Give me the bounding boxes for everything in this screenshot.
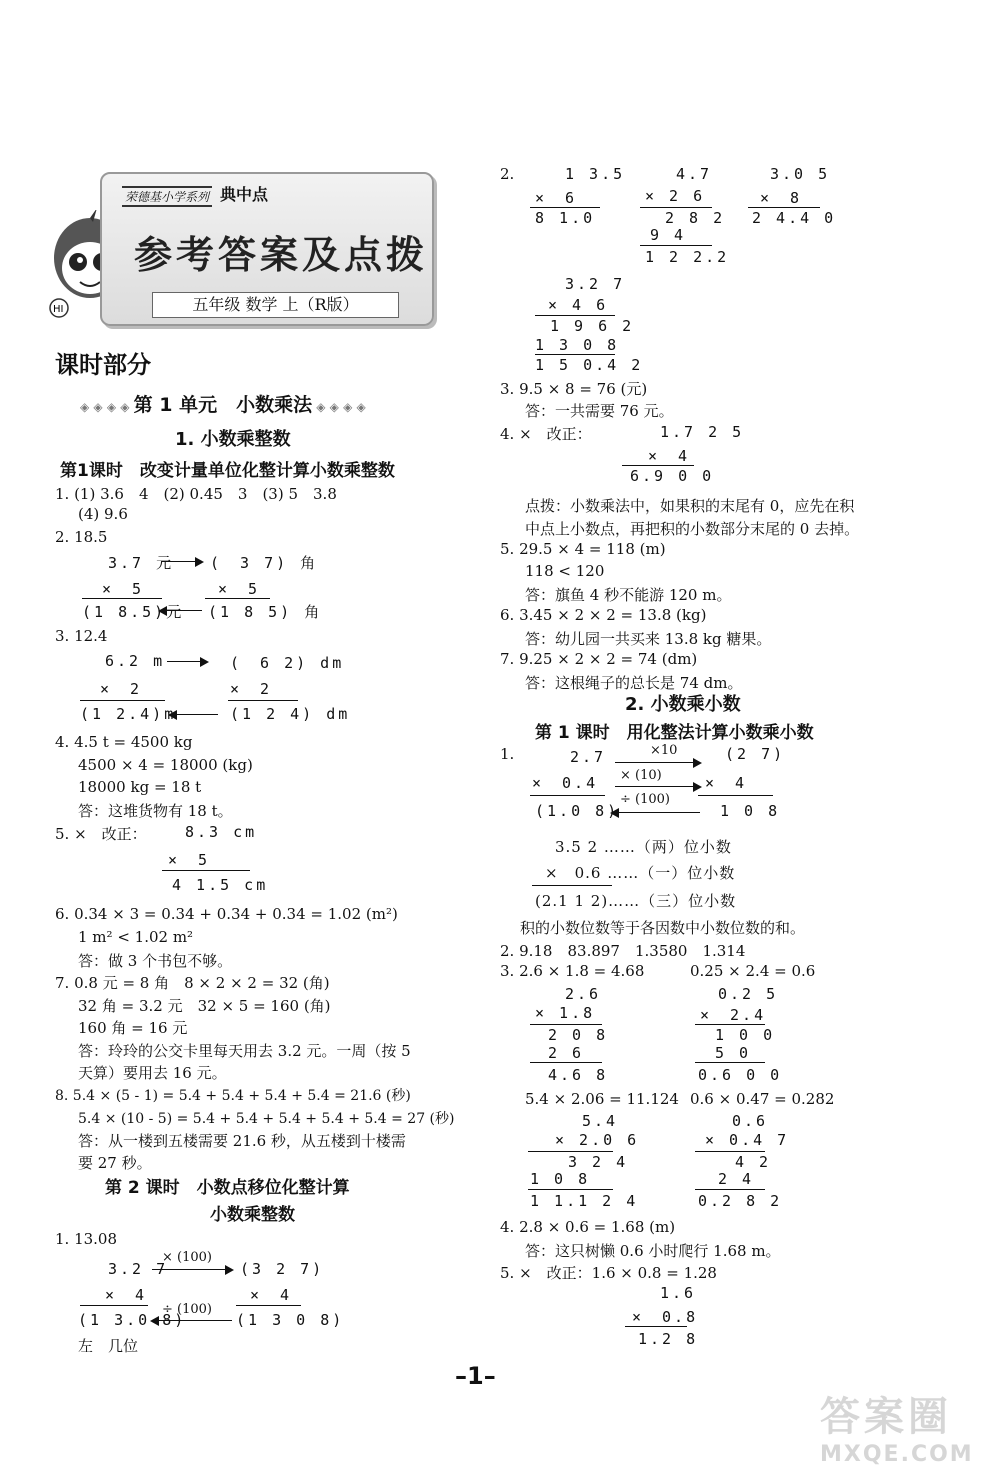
calc-cell: (1 8.5)元 — [82, 603, 185, 621]
calc-cell: × 2 — [100, 680, 143, 698]
left-arrow — [170, 714, 218, 715]
svg-text:HI: HI — [53, 304, 64, 315]
calc-cell: (1 8 5) 角 — [208, 603, 323, 621]
left-arrow — [152, 1320, 232, 1321]
calc-cell: 2 4 — [718, 1170, 755, 1188]
calc-cell: × 5 — [218, 580, 261, 598]
answer-line: 3.5 2 ……（两）位小数 — [555, 838, 732, 856]
calc-cell: 5.4 — [582, 1112, 619, 1130]
right-arrow — [615, 762, 700, 763]
banner-subtitle: 五年级 数学 上（R版） — [152, 292, 399, 318]
right-arrow — [167, 661, 207, 662]
calc-cell: (1 3 0 8) — [236, 1311, 345, 1329]
answer-line: 答：一共需要 76 元。 — [525, 402, 674, 420]
site-watermark — [820, 1385, 974, 1467]
calc-cell: 6.9 0 0 — [630, 467, 715, 485]
calc-cell: × 0.8 — [632, 1308, 699, 1326]
calc-rule — [162, 870, 250, 871]
answer-line: 118 < 120 — [525, 562, 605, 580]
lesson-title: 第1课时 改变计量单位化整计算小数乘整数 — [60, 461, 395, 481]
calc-cell: 1 5 0.4 2 — [535, 356, 644, 374]
answer-line: 7. 9.25 × 2 × 2 = 74 (dm) — [500, 650, 698, 668]
calc-cell: × 0.4 7 — [705, 1131, 790, 1149]
answer-line: 3. 9.5 × 8 = 76 (元) — [500, 380, 648, 398]
calc-cell: 6.2 m — [105, 652, 166, 670]
calc-cell: (1 3.0 8) — [78, 1311, 187, 1329]
calc-cell: 5 0 — [715, 1044, 752, 1062]
left-arrow — [160, 610, 202, 611]
calc-cell: 4 2 — [735, 1153, 772, 1171]
answer-line: 5. × 改正：1.6 × 0.8 = 1.28 — [500, 1264, 717, 1282]
calc-cell: 1 0 0 — [715, 1026, 776, 1044]
answer-line: (4) 9.6 — [78, 505, 128, 523]
calc-cell: 1 3 0 8 — [535, 336, 620, 354]
answer-line: 0.6 × 0.47 = 0.282 — [690, 1090, 835, 1108]
answer-line: 5.4 × 2.06 = 11.124 — [525, 1090, 679, 1108]
calc-cell: 2 8 2 — [665, 209, 726, 227]
answer-line: 2. — [500, 165, 515, 183]
calc-cell: 4.6 8 — [548, 1066, 609, 1084]
lesson-title: 第 1 课时 用化整法计算小数乘小数 — [535, 723, 814, 743]
calc-cell: 2 0 8 — [548, 1026, 609, 1044]
answer-line: 答：玲玲的公交卡里每天用去 3.2 元。一周（按 5 — [78, 1042, 411, 1060]
calc-rule — [535, 354, 615, 355]
answer-line: 要 27 秒。 — [78, 1154, 152, 1172]
calc-cell: 0.6 0 0 — [698, 1066, 783, 1084]
calc-cell: × 6 — [535, 189, 578, 207]
calc-rule — [530, 1062, 602, 1063]
section-title: 课时部分 — [55, 351, 151, 379]
calc-cell: 3.7 元 — [108, 554, 175, 572]
calc-cell: 8 1.0 — [535, 209, 596, 227]
answer-line: 5. 29.5 × 4 = 118 (m) — [500, 540, 666, 558]
calc-rule — [535, 315, 615, 316]
answer-line: 1. — [500, 745, 515, 763]
calc-rule — [205, 598, 270, 599]
answer-line: × 0.6 ……（一）位小数 — [545, 864, 736, 882]
calc-rule — [530, 795, 605, 796]
calc-cell: × 4 — [105, 1286, 148, 1304]
calc-cell: × 0.4 — [532, 774, 599, 792]
calc-cell: × 1.8 — [535, 1004, 596, 1022]
calc-rule — [622, 465, 694, 466]
calc-cell: ( 6 2) dm — [230, 654, 345, 672]
answer-line: 6. 3.45 × 2 × 2 = 13.8 (kg) — [500, 606, 707, 624]
calc-cell: 9 4 — [650, 226, 687, 244]
calc-cell: (2 7) — [725, 745, 786, 763]
arrow-label: × (100) — [162, 1250, 212, 1265]
answer-line: 答：这只树懒 0.6 小时爬行 1.68 m。 — [525, 1242, 781, 1260]
answer-line: 左 几位 — [78, 1337, 139, 1355]
calc-rule — [530, 207, 600, 208]
answer-line: 3. 2.6 × 1.8 = 4.68 — [500, 962, 645, 980]
answer-line: 答：幼儿园一共买来 13.8 kg 糖果。 — [525, 630, 772, 648]
calc-cell: × 2.4 — [700, 1006, 767, 1024]
calc-rule — [625, 1326, 687, 1327]
answer-line: 3. 12.4 — [55, 627, 108, 645]
answer-line: 1. 13.08 — [55, 1230, 118, 1248]
calc-rule — [530, 1024, 602, 1025]
answer-line: 1. (1) 3.6 4 (2) 0.45 3 (3) 5 3.8 — [55, 485, 337, 503]
arrow-label: × (10) — [620, 768, 662, 783]
calc-cell: 1.2 8 — [638, 1330, 699, 1348]
calc-cell: × 8 — [760, 189, 803, 207]
tip-line: 点拨：小数乘法中，如果积的末尾有 0，应先在积 — [525, 497, 855, 515]
right-arrow — [615, 786, 700, 787]
calc-rule — [695, 1151, 765, 1152]
answer-line: 2. 18.5 — [55, 528, 108, 546]
calc-cell: 8.3 cm — [185, 823, 258, 841]
calc-cell: × 4 — [250, 1286, 293, 1304]
answer-line: 1 m² < 1.02 m² — [78, 928, 194, 946]
answer-line: 4500 × 4 = 18000 (kg) — [78, 756, 253, 774]
calc-rule — [228, 700, 298, 701]
calc-cell: 2.6 — [565, 985, 602, 1003]
calc-cell: × 5 — [102, 580, 145, 598]
lesson-title: 第 2 课时 小数点移位化整计算 — [105, 1178, 350, 1198]
answer-key-banner — [100, 172, 434, 326]
lesson-title: 小数乘整数 — [210, 1205, 295, 1225]
calc-cell: 1 0 8 — [530, 1170, 591, 1188]
calc-cell: × 2 6 — [645, 187, 706, 205]
calc-rule — [532, 885, 612, 886]
calc-cell: 0.6 — [732, 1112, 769, 1130]
topic-title: 1. 小数乘整数 — [175, 429, 291, 450]
calc-rule — [528, 1151, 613, 1152]
calc-cell: 3.0 5 — [770, 165, 831, 183]
calc-cell: 1.6 — [660, 1284, 697, 1302]
banner-title: 参考答案及点拨 — [134, 232, 429, 277]
calc-cell: 3.2 7 — [565, 275, 626, 293]
right-arrow — [152, 1269, 232, 1270]
calc-cell: (1 2 4) dm — [230, 705, 351, 723]
calc-rule — [80, 700, 165, 701]
calc-cell: 2.7 — [570, 748, 607, 766]
calc-cell: × 4 6 — [548, 296, 609, 314]
answer-line: 4. 2.8 × 0.6 = 1.68 (m) — [500, 1218, 676, 1236]
answer-line: 18000 kg = 18 t — [78, 778, 202, 796]
calc-rule — [528, 1189, 613, 1190]
calc-cell: 3 2 4 — [568, 1153, 629, 1171]
calc-rule — [640, 245, 712, 246]
topic-title: 2. 小数乘小数 — [625, 694, 741, 715]
calc-rule — [640, 207, 712, 208]
calc-cell: 2 4.4 0 — [752, 209, 837, 227]
left-arrow — [612, 812, 700, 813]
calc-cell: (1 2.4)m — [80, 705, 177, 723]
answer-line: 6. 0.34 × 3 = 0.34 + 0.34 + 0.34 = 1.02 (m²) — [55, 905, 398, 923]
answer-line: 5. × 改正： — [55, 825, 147, 843]
calc-rule — [82, 598, 162, 599]
calc-cell: 2 6 — [548, 1044, 585, 1062]
calc-cell: × 4 — [648, 447, 691, 465]
unit-title: ◈ ◈ ◈ ◈ 第 1 单元 小数乘法 ◈ ◈ ◈ ◈ — [80, 390, 366, 417]
calc-rule — [698, 795, 773, 796]
watermark-line: MXQE.COM — [820, 1442, 974, 1467]
answer-line: 天算）要用去 16 元。 — [78, 1064, 227, 1082]
answer-line: 4. × 改正： — [500, 425, 592, 443]
calc-cell: 4 1.5 cm — [172, 876, 269, 894]
series-logo: 荣德基小学系列 — [122, 186, 212, 207]
answer-line: 答：这根绳子的总长是 74 dm。 — [525, 674, 743, 692]
calc-rule — [695, 1024, 765, 1025]
arrow-label: ÷ (100) — [620, 792, 670, 807]
calc-cell: 1 0 8 — [720, 802, 781, 820]
answer-line: 7. 0.8 元 = 8 角 8 × 2 × 2 = 32 (角) — [55, 974, 330, 992]
page-number: –1– — [455, 1362, 496, 1390]
answer-line: 答：做 3 个书包不够。 — [78, 952, 233, 970]
calc-cell: × 4 — [705, 774, 748, 792]
answer-line: 5.4 × (10 - 5) = 5.4 + 5.4 + 5.4 + 5.4 + 5.4 = 27 (秒) — [78, 1111, 455, 1127]
calc-cell: (3 2 7) — [240, 1260, 325, 1278]
calc-rule — [236, 1305, 301, 1306]
tip-line: 中点上小数点，再把积的小数部分末尾的 0 去掉。 — [525, 520, 860, 538]
watermark-line: 答案圈 — [820, 1394, 952, 1440]
arrow-label: ÷ (100) — [162, 1302, 212, 1317]
calc-cell: 1 9 6 2 — [550, 317, 635, 335]
answer-line: 160 角 = 16 元 — [78, 1019, 188, 1037]
answer-line: 32 角 = 3.2 元 32 × 5 = 160 (角) — [78, 997, 331, 1015]
answer-line: 8. 5.4 × (5 - 1) = 5.4 + 5.4 + 5.4 + 5.4 = 21.6 (秒) — [55, 1088, 411, 1104]
arrow-label: ×10 — [650, 743, 678, 758]
calc-cell: (1.0 8) — [535, 802, 620, 820]
answer-line: 积的小数位数等于各因数中小数位数的和。 — [520, 919, 806, 937]
calc-cell: 1 1.1 2 4 — [530, 1192, 639, 1210]
right-arrow — [162, 561, 202, 562]
answer-line: 答：这堆货物有 18 t。 — [78, 802, 233, 820]
calc-cell: 0.2 5 — [718, 985, 779, 1003]
calc-rule — [748, 207, 820, 208]
calc-cell: 4.7 — [676, 165, 713, 183]
brand-logo: 典中点 — [220, 185, 269, 204]
calc-cell: 1 2 2.2 — [645, 248, 730, 266]
calc-cell: × 2.0 6 — [555, 1131, 640, 1149]
calc-cell: 1.7 2 5 — [660, 423, 745, 441]
answer-line: 2. 9.18 83.897 1.3580 1.314 — [500, 942, 746, 960]
calc-rule — [695, 1062, 765, 1063]
answer-line: 答：旗鱼 4 秒不能游 120 m。 — [525, 586, 732, 604]
calc-cell: × 5 — [168, 851, 211, 869]
answer-line: 4. 4.5 t = 4500 kg — [55, 733, 193, 751]
calc-rule — [80, 1305, 148, 1306]
calc-cell: ( 3 7) 角 — [210, 554, 319, 572]
calc-cell: 1 3.5 — [565, 165, 626, 183]
calc-rule — [695, 1189, 765, 1190]
calc-cell: 3.2 7 — [108, 1260, 169, 1278]
answer-line: 答：从一楼到五楼需要 21.6 秒，从五楼到十楼需 — [78, 1132, 406, 1150]
calc-cell: 0.2 8 2 — [698, 1192, 783, 1210]
calc-cell: × 2 — [230, 680, 273, 698]
answer-line: 0.25 × 2.4 = 0.6 — [690, 962, 816, 980]
answer-line: (2.1 1 2)……（三）位小数 — [535, 892, 737, 910]
